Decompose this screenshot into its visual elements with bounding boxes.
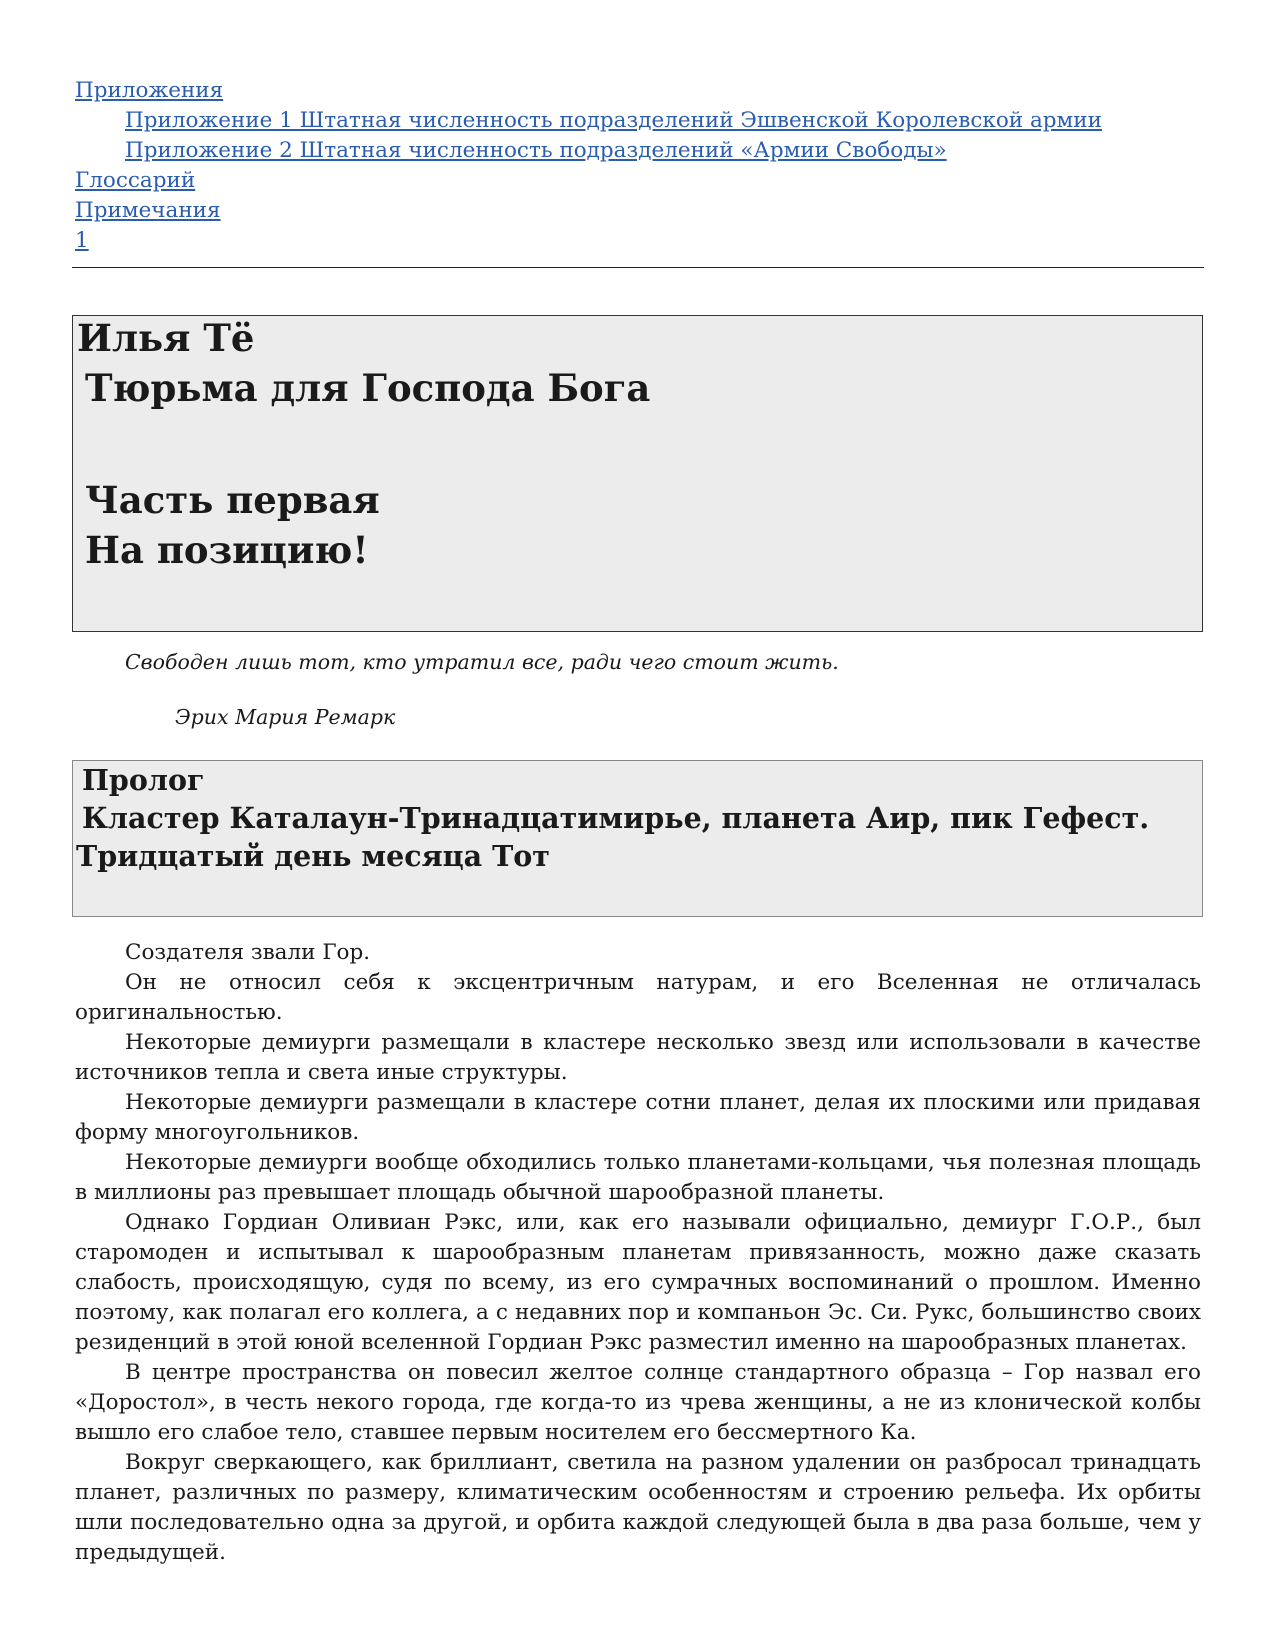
toc-link-glossary[interactable]: Глоссарий <box>75 168 196 193</box>
paragraph: Некоторые демиурги размещали в кластере сотни планет, делая их плоскими или придавая форму многоугольников. <box>75 1090 1201 1145</box>
toc-link-note-1[interactable]: 1 <box>75 228 89 253</box>
epigraph-text: Свободен лишь тот, кто утратил все, ради чего стоит жить. <box>125 650 839 674</box>
paragraph: В центре пространства он повесил желтое солнце стандартного образца – Гор назвал его «Доростол», в честь некого города, где когда-то из чрева женщины, а не из клонической колбы вышло его слабое тело, ставшее первым носителем его бессмертного Ка. <box>75 1360 1201 1445</box>
paragraph: Однако Гордиан Оливиан Рэкс, или, как его называли официально, демиург Г.О.Р., был старомоден и испытывал к шарообразным планетам привязанность, можно даже сказать слабость, происходящую, судя по всему, из его сумрачных воспоминаний о прошлом. Именно поэтому, как полагал его коллега, а с недавних пор и компаньон Эс. Си. Рукс, большинство своих резиденций в этой юной вселенной Гордиан Рэкс разместил именно на шарообразных планетах. <box>75 1210 1201 1355</box>
toc-link-appendix-1[interactable]: Приложение 1 Штатная численность подразделений Эшвенской Королевской армии <box>125 108 1102 133</box>
toc-link-appendix-2[interactable]: Приложение 2 Штатная численность подразделений «Армии Свободы» <box>125 138 947 163</box>
horizontal-divider <box>72 267 1204 268</box>
chapter-body <box>75 938 1201 1568</box>
epigraph-author: Эрих Мария Ремарк <box>175 705 396 729</box>
prolog-date: Тридцатый день месяца Тот <box>76 839 550 873</box>
paragraph: Он не относил себя к эксцентричным натурам, и его Вселенная не отличалась оригинальностью. <box>75 970 1201 1025</box>
paragraph: Вокруг сверкающего, как бриллиант, светила на разном удалении он разбросал тринадцать планет, различных по размеру, климатическим особенностям и строению рельефа. Их орбиты шли последовательно одна за другой, и орбита каждой следующей была в два раза больше, чем у предыдущей. <box>75 1450 1201 1565</box>
toc-link-appendices[interactable]: Приложения <box>75 78 224 103</box>
paragraph: Некоторые демиурги размещали в кластере несколько звезд или использовали в качестве источников тепла и света иные структуры. <box>75 1030 1201 1085</box>
table-of-contents <box>75 76 1205 256</box>
prolog-heading: Пролог <box>82 763 205 797</box>
book-author: Илья Тё <box>77 316 255 360</box>
toc-link-notes[interactable]: Примечания <box>75 198 221 223</box>
part-label: Часть первая <box>85 478 380 522</box>
title-block <box>72 315 1203 632</box>
prolog-location: Кластер Каталаун-Тринадцатимирье, планета Аир, пик Гефест. <box>82 801 1150 835</box>
book-title: Тюрьма для Господа Бога <box>85 366 651 410</box>
paragraph: Некоторые демиурги вообще обходились только планетами-кольцами, чья полезная площадь в миллионы раз превышает площадь обычной шарообразной планеты. <box>75 1150 1201 1205</box>
part-title: На позицию! <box>85 528 369 572</box>
prolog-heading-block <box>72 760 1203 917</box>
paragraph: Создателя звали Гор. <box>125 940 371 965</box>
